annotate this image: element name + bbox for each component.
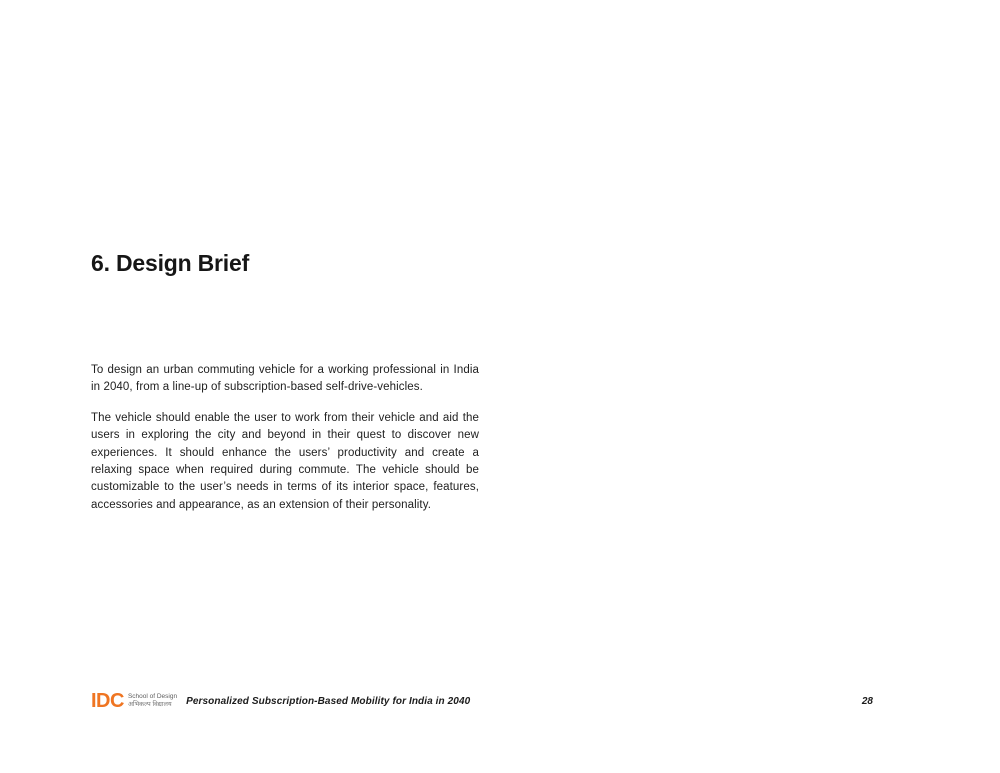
design-brief-text [91,362,479,514]
footer-document-title: Personalized Subscription-Based Mobility for India in 2040 [186,695,471,707]
idc-logo [91,691,177,711]
page-footer [91,691,873,711]
page-title: 6. Design Brief [91,250,250,276]
idc-logo-subtext [128,693,177,709]
logo-school-name-hindi: अभिकल्प विद्यालय [127,701,172,708]
idc-logo-text: IDC [91,690,124,712]
design-brief-paragraph-2: The vehicle should enable the user to work from their vehicle and aid the users in exploring the city and beyond in their quest to discover new experiences. It should enhance the users’ productivity and create a relaxing space when required during commute. The vehicle should be customizable to the user’s needs in terms of its interior space, features, accessories and appearance, as an extension of their personality. [91,411,479,511]
logo-school-name-english: School of Design [127,693,178,700]
page-number: 28 [861,695,873,707]
design-brief-paragraph-1: To design an urban commuting vehicle for a working professional in India in 2040, from a line-up of subscription-based self-drive-vehicles. [91,364,479,394]
